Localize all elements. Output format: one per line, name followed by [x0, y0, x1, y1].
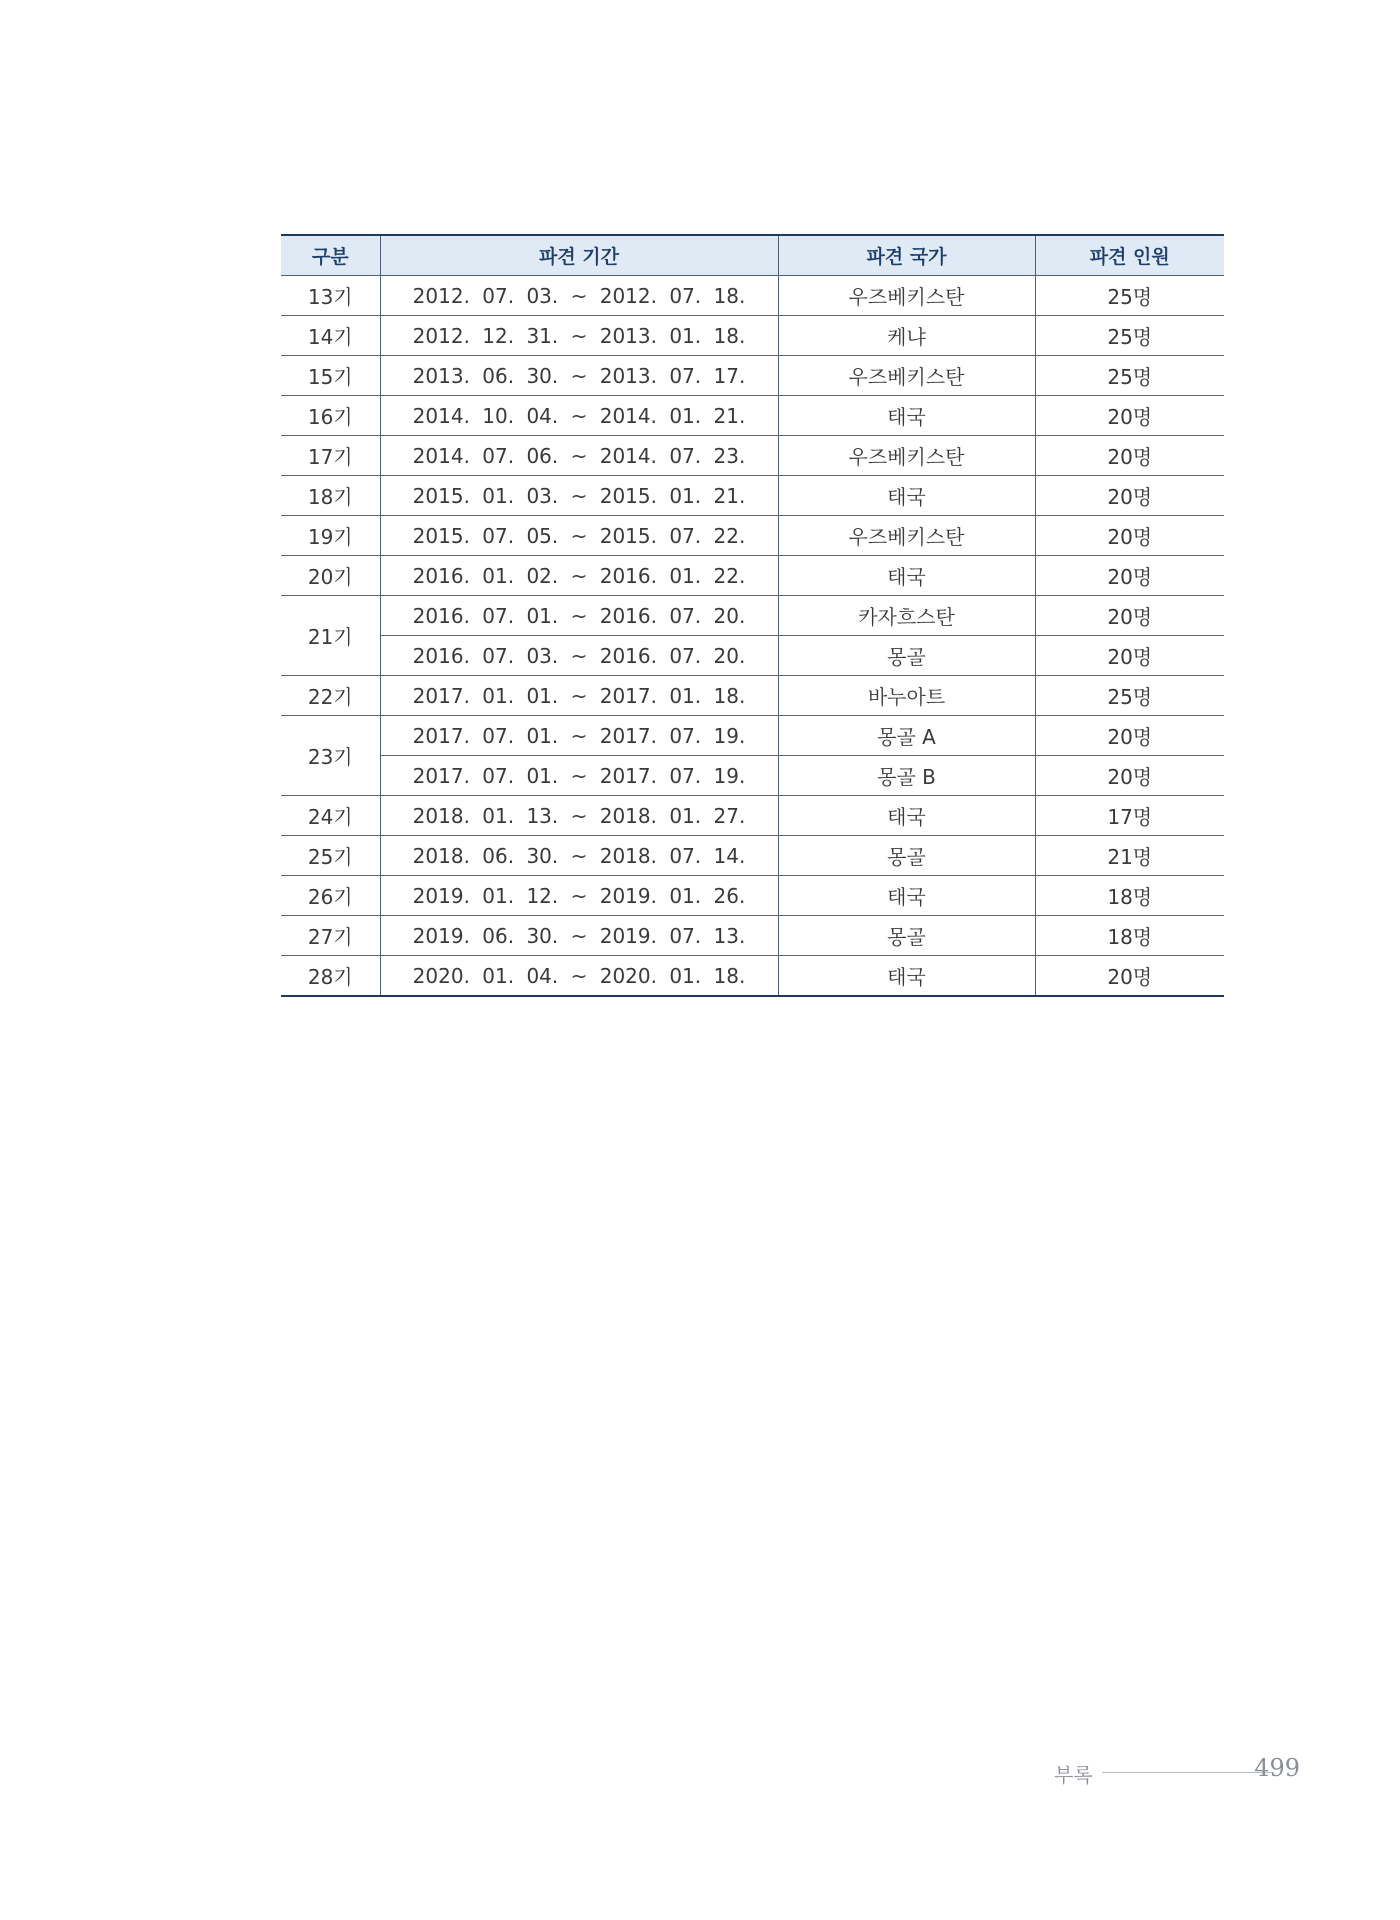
cell-country: 카자흐스탄: [778, 596, 1035, 636]
cell-period: 2014. 10. 04. ~ 2014. 01. 21.: [380, 396, 778, 436]
table-row: [281, 836, 1224, 876]
cell-count: 20명: [1035, 516, 1224, 556]
cell-generation: 24기: [281, 796, 380, 836]
cell-generation: 25기: [281, 836, 380, 876]
cell-count: 20명: [1035, 596, 1224, 636]
table-row: [281, 716, 1224, 756]
cell-country: 몽골: [778, 836, 1035, 876]
table-row: [281, 356, 1224, 396]
page-footer: [1050, 1752, 1300, 1792]
dispatch-table: [281, 234, 1224, 997]
cell-period: 2015. 07. 05. ~ 2015. 07. 22.: [380, 516, 778, 556]
cell-period: 2014. 07. 06. ~ 2014. 07. 23.: [380, 436, 778, 476]
section-label: 부록: [1054, 1763, 1093, 1787]
cell-generation: 26기: [281, 876, 380, 916]
cell-generation: 20기: [281, 556, 380, 596]
cell-generation: 27기: [281, 916, 380, 956]
table-row: [281, 516, 1224, 556]
cell-country: 몽골: [778, 636, 1035, 676]
cell-generation: 28기: [281, 956, 380, 997]
cell-count: 20명: [1035, 716, 1224, 756]
cell-period: 2016. 07. 01. ~ 2016. 07. 20.: [380, 596, 778, 636]
cell-country: 태국: [778, 956, 1035, 997]
cell-country: 태국: [778, 476, 1035, 516]
cell-count: 21명: [1035, 836, 1224, 876]
header-period: 파견 기간: [380, 235, 778, 276]
table-row: [281, 956, 1224, 997]
table-body: [281, 276, 1224, 997]
table-row: [281, 916, 1224, 956]
cell-period: 2020. 01. 04. ~ 2020. 01. 18.: [380, 956, 778, 997]
cell-count: 25명: [1035, 676, 1224, 716]
cell-period: 2019. 06. 30. ~ 2019. 07. 13.: [380, 916, 778, 956]
cell-country: 바누아트: [778, 676, 1035, 716]
cell-generation: 17기: [281, 436, 380, 476]
dispatch-table-container: [281, 234, 1224, 997]
cell-count: 20명: [1035, 956, 1224, 997]
table-row: [281, 436, 1224, 476]
table-row: [281, 316, 1224, 356]
table-row: [281, 276, 1224, 316]
cell-generation: 19기: [281, 516, 380, 556]
cell-generation: 18기: [281, 476, 380, 516]
cell-period: 2016. 07. 03. ~ 2016. 07. 20.: [380, 636, 778, 676]
cell-count: 20명: [1035, 556, 1224, 596]
cell-period: 2015. 01. 03. ~ 2015. 01. 21.: [380, 476, 778, 516]
cell-country: 몽골 B: [778, 756, 1035, 796]
cell-period: 2017. 07. 01. ~ 2017. 07. 19.: [380, 756, 778, 796]
cell-generation: 22기: [281, 676, 380, 716]
cell-count: 20명: [1035, 756, 1224, 796]
table-row: [281, 876, 1224, 916]
cell-period: 2012. 12. 31. ~ 2013. 01. 18.: [380, 316, 778, 356]
header-generation: 구분: [281, 235, 380, 276]
cell-country: 태국: [778, 396, 1035, 436]
cell-country: 태국: [778, 556, 1035, 596]
cell-period: 2013. 06. 30. ~ 2013. 07. 17.: [380, 356, 778, 396]
cell-generation: 14기: [281, 316, 380, 356]
cell-count: 25명: [1035, 356, 1224, 396]
cell-period: 2016. 01. 02. ~ 2016. 01. 22.: [380, 556, 778, 596]
footer-divider: [1102, 1772, 1274, 1773]
cell-period: 2018. 01. 13. ~ 2018. 01. 27.: [380, 796, 778, 836]
header-count: 파견 인원: [1035, 235, 1224, 276]
cell-count: 20명: [1035, 436, 1224, 476]
table-row: [281, 476, 1224, 516]
table-row: [281, 756, 1224, 796]
table-row: [281, 396, 1224, 436]
cell-count: 20명: [1035, 476, 1224, 516]
cell-period: 2012. 07. 03. ~ 2012. 07. 18.: [380, 276, 778, 316]
cell-period: 2017. 07. 01. ~ 2017. 07. 19.: [380, 716, 778, 756]
table-row: [281, 596, 1224, 636]
table-row: [281, 796, 1224, 836]
cell-count: 25명: [1035, 316, 1224, 356]
cell-period: 2019. 01. 12. ~ 2019. 01. 26.: [380, 876, 778, 916]
cell-count: 18명: [1035, 876, 1224, 916]
cell-generation: 16기: [281, 396, 380, 436]
cell-period: 2018. 06. 30. ~ 2018. 07. 14.: [380, 836, 778, 876]
table-row: [281, 636, 1224, 676]
cell-count: 17명: [1035, 796, 1224, 836]
cell-generation: 15기: [281, 356, 380, 396]
cell-generation: 21기: [281, 596, 380, 676]
table-header-row: [281, 235, 1224, 276]
cell-count: 20명: [1035, 636, 1224, 676]
cell-count: 25명: [1035, 276, 1224, 316]
cell-country: 케냐: [778, 316, 1035, 356]
cell-count: 20명: [1035, 396, 1224, 436]
cell-count: 18명: [1035, 916, 1224, 956]
table-row: [281, 556, 1224, 596]
header-country: 파견 국가: [778, 235, 1035, 276]
cell-country: 우즈베키스탄: [778, 516, 1035, 556]
cell-country: 우즈베키스탄: [778, 276, 1035, 316]
cell-country: 우즈베키스탄: [778, 356, 1035, 396]
cell-country: 태국: [778, 876, 1035, 916]
table-row: [281, 676, 1224, 716]
cell-country: 몽골 A: [778, 716, 1035, 756]
cell-country: 우즈베키스탄: [778, 436, 1035, 476]
cell-generation: 13기: [281, 276, 380, 316]
cell-generation: 23기: [281, 716, 380, 796]
cell-country: 태국: [778, 796, 1035, 836]
cell-period: 2017. 01. 01. ~ 2017. 01. 18.: [380, 676, 778, 716]
page-number: 499: [1254, 1754, 1300, 1782]
cell-country: 몽골: [778, 916, 1035, 956]
